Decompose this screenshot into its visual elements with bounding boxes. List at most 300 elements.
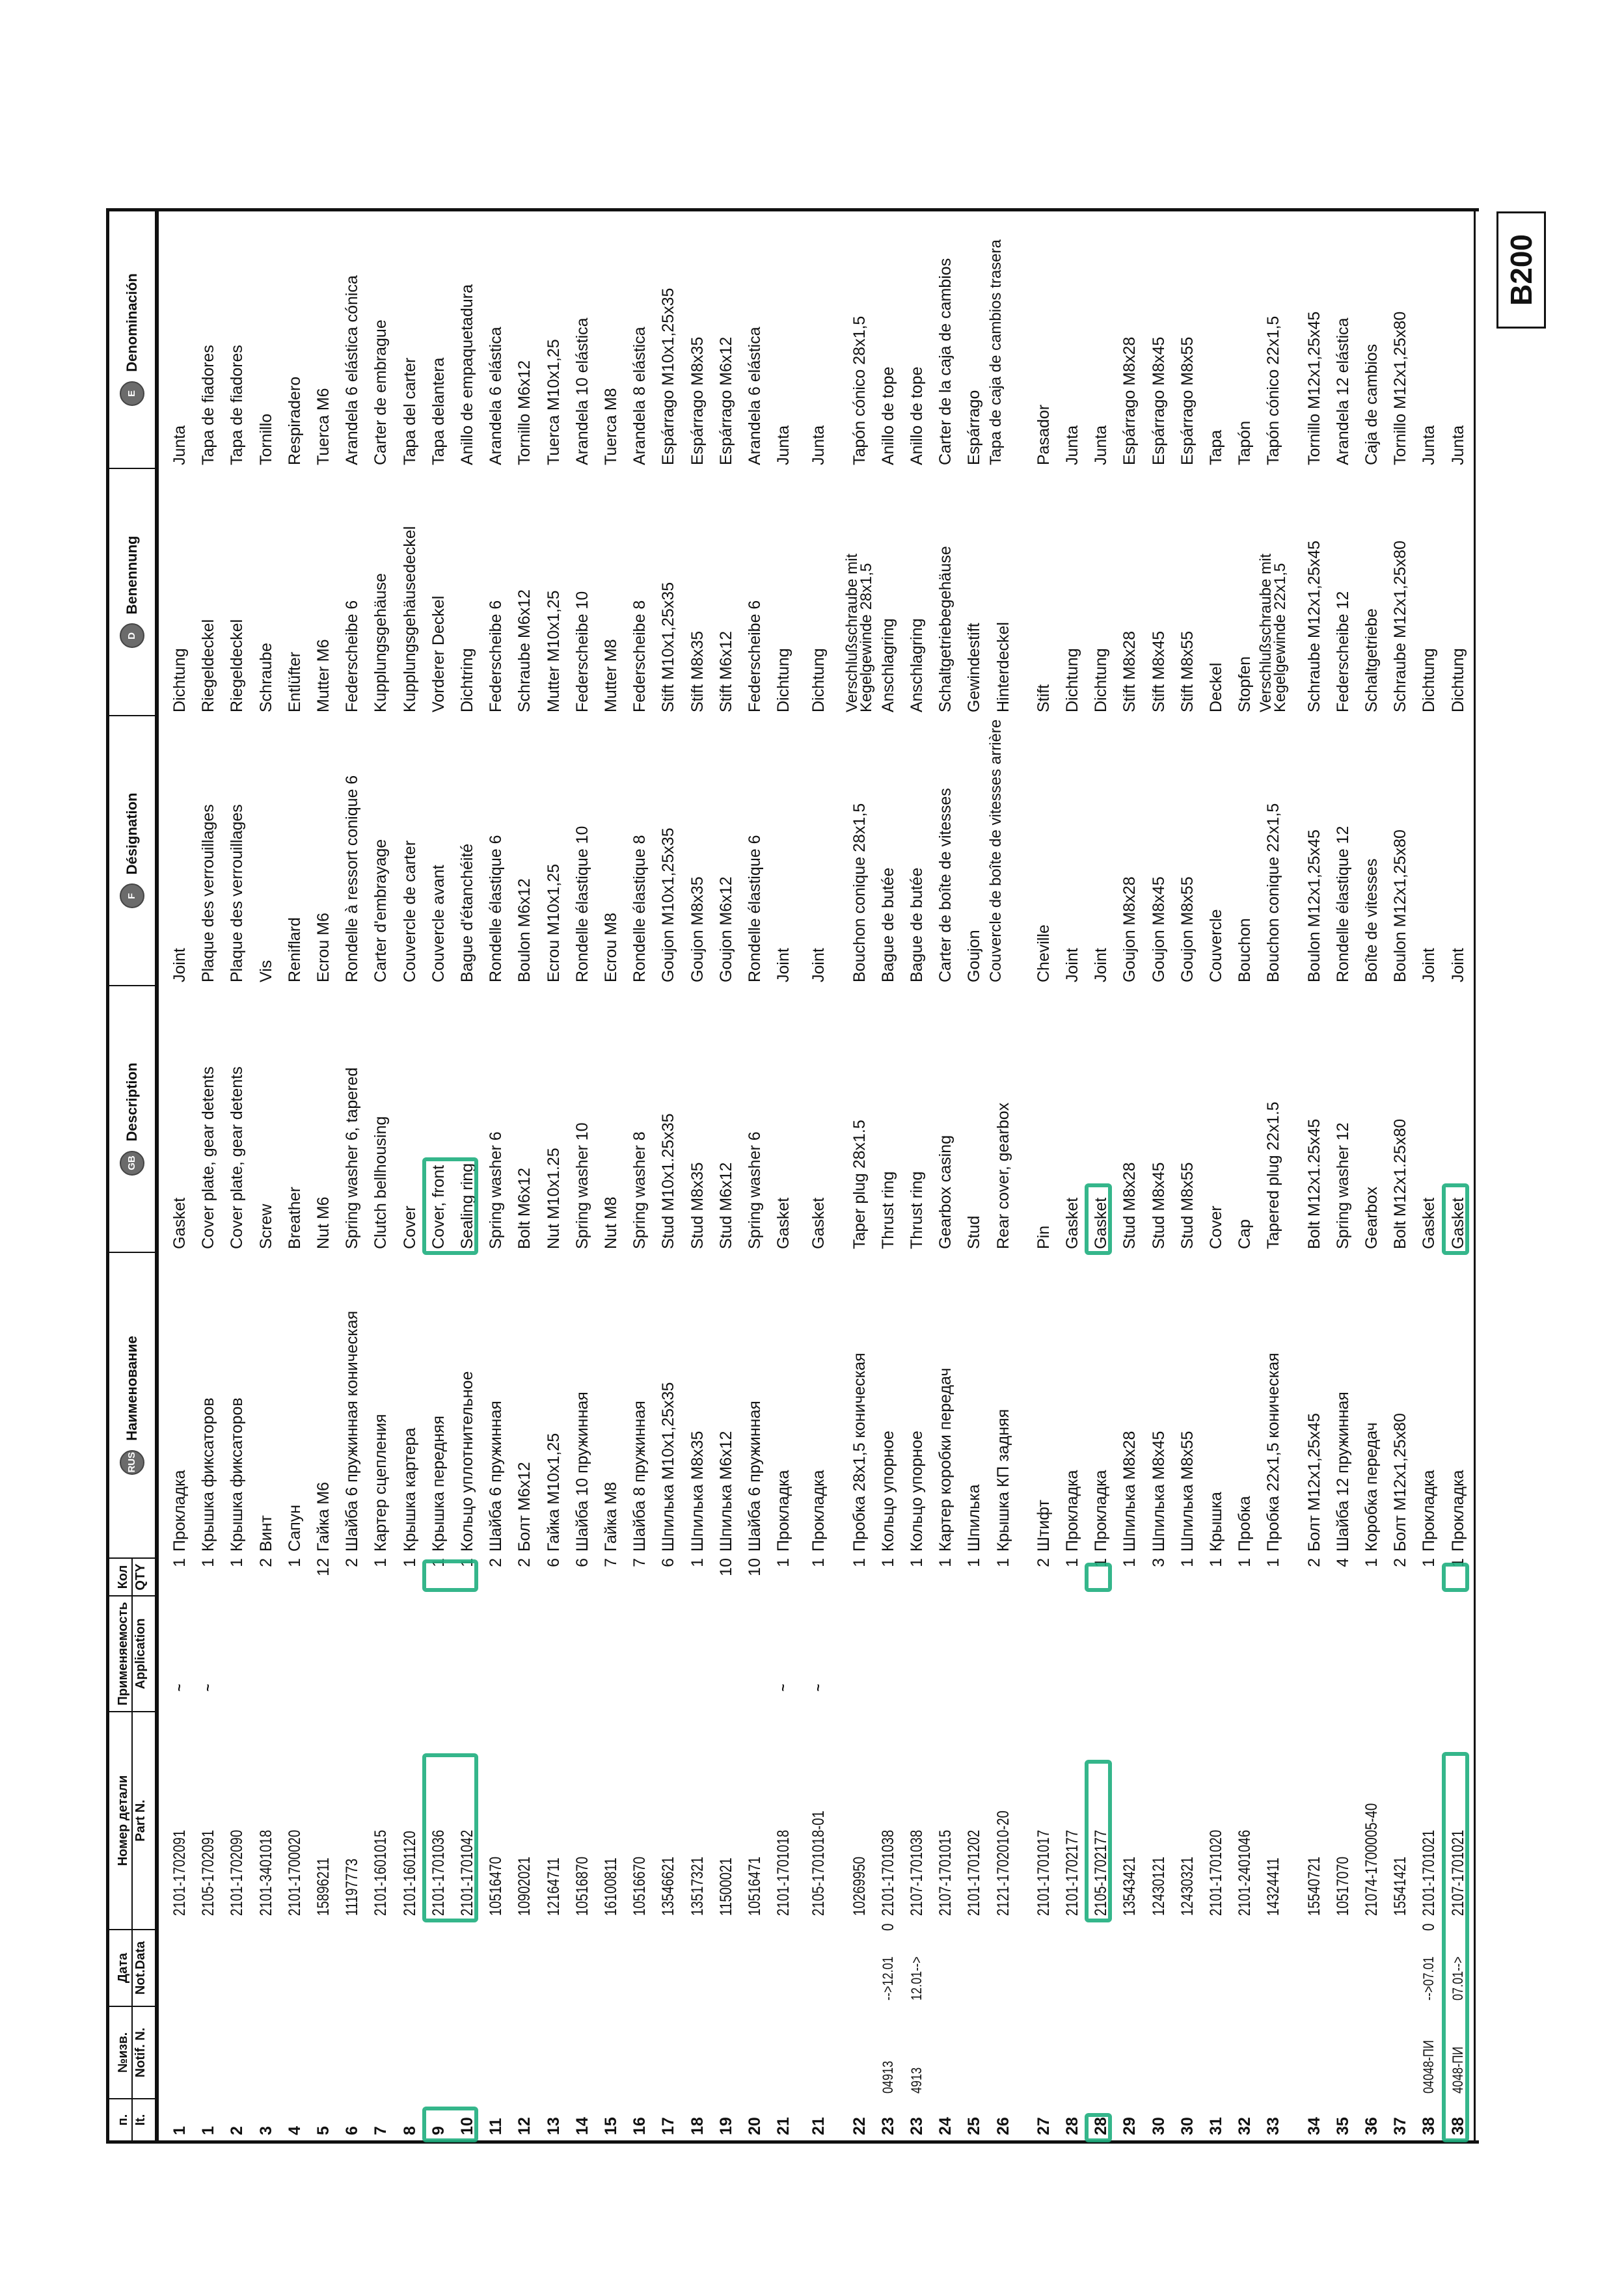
row-item-number: 36 xyxy=(1362,2117,1381,2135)
row-name-ru: Прокладка xyxy=(1448,1470,1467,1552)
row-benennung-de: Riegeldeckel xyxy=(228,619,247,712)
row-variant-marker: 0 xyxy=(1420,1923,1439,1931)
row-name-ru: Шайба 8 пружинная xyxy=(630,1401,649,1552)
row-application-mark: ~ xyxy=(172,1684,187,1691)
row-notification xyxy=(309,2021,338,2094)
table-row xyxy=(683,211,712,2140)
row-variant-marker xyxy=(1386,1920,1414,1931)
header-es xyxy=(109,211,155,468)
row-denominacion-es: Junta xyxy=(1092,425,1111,465)
row-quantity: 6 xyxy=(573,1558,591,1567)
row-designation-fr: Joint xyxy=(1092,948,1111,982)
row-notification xyxy=(396,2021,424,2094)
row-variant-marker xyxy=(1058,1920,1087,1931)
row-application-mark xyxy=(1115,1678,1144,1691)
row-quantity: 1 xyxy=(688,1558,707,1567)
row-variant-marker xyxy=(539,1920,568,1931)
header-part-en: Part N. xyxy=(133,1799,148,1842)
row-date xyxy=(1087,1937,1115,2000)
row-designation-fr: Bague d'étanchéité xyxy=(458,843,476,982)
row-benennung-de: Anschlagring xyxy=(908,618,926,712)
row-benennung-de: Dichtung xyxy=(774,648,793,712)
flag-de-icon: D xyxy=(120,624,144,649)
table-row xyxy=(1259,211,1288,2140)
header-notif xyxy=(109,2006,155,2098)
row-part-number: 15896211 xyxy=(314,1857,332,1916)
row-description-en: Breather xyxy=(285,1187,304,1249)
row-item-number: 21 xyxy=(809,2117,828,2135)
row-part-number: 2101-1702090 xyxy=(228,1829,247,1916)
row-designation-fr: Goujon M8x55 xyxy=(1178,876,1197,982)
row-denominacion-es: Arandela 8 elástica xyxy=(630,327,649,465)
row-description-en: Cap xyxy=(1236,1219,1254,1249)
row-application-mark xyxy=(481,1678,510,1691)
row-variant-marker xyxy=(1300,1920,1329,1931)
row-denominacion-es: Tuerca M6 xyxy=(314,388,332,465)
row-quantity: 2 xyxy=(343,1558,362,1567)
flag-rus-icon: RUS xyxy=(120,1450,144,1475)
row-benennung-de: Stift M8x45 xyxy=(1149,630,1168,712)
table-row xyxy=(165,211,194,2140)
row-denominacion-es: Espárrago xyxy=(965,390,984,465)
row-part-number: 2105-1702177 xyxy=(1092,1829,1111,1916)
row-benennung-de: Verschlußschraube mit Kegelgewinde 28x1,5 xyxy=(843,553,875,712)
row-date xyxy=(1202,1937,1230,2000)
row-item-number: 2 xyxy=(228,2126,247,2135)
row-benennung-de: Dichtung xyxy=(1420,648,1439,712)
flag-es-icon: E xyxy=(120,381,144,406)
row-name-ru: Гайка М10х1,25 xyxy=(544,1433,563,1552)
row-quantity: 2 xyxy=(487,1558,506,1567)
row-designation-fr: Joint xyxy=(1063,948,1081,982)
row-notification xyxy=(1058,2021,1087,2094)
row-date xyxy=(1115,1937,1144,2000)
row-description-en: Stud M8x55 xyxy=(1178,1162,1197,1249)
row-benennung-de: Mutter M10x1,25 xyxy=(544,590,563,712)
row-quantity: 2 xyxy=(256,1558,275,1567)
row-date xyxy=(712,1937,740,2000)
row-benennung-de: Federscheibe 6 xyxy=(487,600,506,712)
row-notification xyxy=(931,2021,960,2094)
row-variant-marker xyxy=(1115,1920,1144,1931)
row-item-number: 8 xyxy=(400,2126,419,2135)
row-notification xyxy=(453,2021,481,2094)
row-date xyxy=(1300,1937,1329,2000)
row-description-en: Gasket xyxy=(1420,1197,1439,1249)
row-date xyxy=(309,1937,338,2000)
header-notif-ru: №изв. xyxy=(116,2007,133,2098)
row-variant-marker xyxy=(1029,1920,1058,1931)
row-item-number: 15 xyxy=(602,2117,620,2135)
row-part-number: 2101-1701036 xyxy=(429,1829,448,1916)
row-quantity: 1 xyxy=(228,1558,247,1567)
row-item-number: 30 xyxy=(1149,2117,1168,2135)
header-application-ru: Применяемость xyxy=(116,1596,133,1711)
row-part-number: 15541421 xyxy=(1391,1856,1410,1916)
row-name-ru: Коробка передач xyxy=(1362,1422,1381,1552)
row-designation-fr: Joint xyxy=(1448,948,1467,982)
row-part-number: 10516670 xyxy=(630,1856,649,1916)
table-row xyxy=(1058,211,1087,2140)
row-item-number: 26 xyxy=(994,2117,1012,2135)
row-name-ru: Болт М6х12 xyxy=(515,1462,534,1552)
row-denominacion-es: Tapa del carter xyxy=(400,357,419,465)
row-name-ru: Штифт xyxy=(1034,1500,1053,1552)
row-variant-marker xyxy=(568,1920,597,1931)
row-notification xyxy=(625,2021,654,2094)
row-description-en: Spring washer 8 xyxy=(630,1131,649,1249)
row-designation-fr: Couvercle de carter xyxy=(400,840,419,982)
row-application-mark xyxy=(1414,1678,1443,1691)
row-notification xyxy=(960,2021,988,2094)
table-row xyxy=(740,211,769,2140)
row-quantity: 1 xyxy=(1264,1558,1283,1567)
row-name-ru: Шпилька М8х28 xyxy=(1120,1431,1139,1552)
row-item-number: 32 xyxy=(1236,2117,1254,2135)
row-denominacion-es: Tornillo M12x1,25x80 xyxy=(1391,311,1410,465)
row-application-mark xyxy=(1230,1678,1259,1691)
row-benennung-de: Stift M8x55 xyxy=(1178,630,1197,712)
row-name-ru: Шайба 12 пружинная xyxy=(1333,1392,1352,1552)
row-name-ru: Крышка xyxy=(1207,1492,1225,1552)
row-denominacion-es: Junta xyxy=(1420,425,1439,465)
row-description-en: Gasket xyxy=(774,1197,793,1249)
table-row xyxy=(396,211,424,2140)
row-notification: 04913 xyxy=(879,2060,896,2094)
row-application-mark xyxy=(597,1678,625,1691)
row-quantity: 1 xyxy=(1236,1558,1254,1567)
table-row xyxy=(625,211,654,2140)
row-denominacion-es: Arandela 6 elástica cónica xyxy=(343,275,362,465)
row-application-mark xyxy=(902,1678,931,1691)
row-quantity: 1 xyxy=(1448,1558,1467,1567)
row-designation-fr: Boulon M12x1,25x45 xyxy=(1305,829,1323,982)
row-designation-fr: Goujon M10x1,25x35 xyxy=(659,828,678,982)
row-designation-fr: Joint xyxy=(1420,948,1439,982)
row-denominacion-es: Junta xyxy=(1448,425,1467,465)
row-part-number: 13546621 xyxy=(659,1856,678,1916)
header-item-en: It. xyxy=(133,2114,148,2126)
row-date xyxy=(568,1937,597,2000)
row-notification: 4913 xyxy=(908,2067,925,2094)
row-notification: 04048-ПИ xyxy=(1420,2040,1437,2094)
row-denominacion-es: Junta xyxy=(1063,425,1081,465)
row-part-number: 2101-1701020 xyxy=(1207,1829,1225,1916)
row-item-number: 22 xyxy=(850,2117,869,2135)
row-variant-marker xyxy=(252,1920,280,1931)
row-benennung-de: Vorderer Deckel xyxy=(429,595,448,712)
row-variant-marker xyxy=(625,1920,654,1931)
row-part-number: 12430321 xyxy=(1178,1856,1197,1916)
table-row xyxy=(654,211,683,2140)
row-name-ru: Шпилька М8х55 xyxy=(1178,1431,1197,1552)
row-part-number: 15540721 xyxy=(1305,1856,1323,1916)
row-name-ru: Шпилька М8х45 xyxy=(1149,1431,1168,1552)
row-description-en: Gasket xyxy=(1063,1197,1081,1249)
table-row xyxy=(568,211,597,2140)
row-benennung-de: Schraube xyxy=(256,642,275,712)
row-name-ru: Картер коробки передач xyxy=(936,1367,955,1552)
row-quantity: 12 xyxy=(314,1558,332,1576)
table-header xyxy=(109,211,159,2140)
row-denominacion-es: Carter de embrague xyxy=(372,319,390,465)
table-row xyxy=(1386,211,1414,2140)
row-variant-marker xyxy=(1230,1920,1259,1931)
row-notification xyxy=(804,2021,833,2094)
row-notification xyxy=(1173,2021,1202,2094)
table-row xyxy=(1357,211,1386,2140)
table-row xyxy=(986,211,1018,2140)
row-name-ru: Шпилька xyxy=(965,1484,984,1552)
row-application-mark: ~ xyxy=(201,1684,216,1691)
row-quantity: 1 xyxy=(774,1558,793,1567)
row-name-ru: Крышка картера xyxy=(400,1427,419,1552)
header-rus xyxy=(109,1252,155,1557)
table-row xyxy=(1300,211,1329,2140)
row-item-number: 4 xyxy=(285,2126,304,2135)
row-notification xyxy=(1259,2021,1288,2094)
highlight-gb-38 xyxy=(1442,1183,1469,1255)
row-quantity: 2 xyxy=(515,1558,534,1567)
header-fr-label: Désignation xyxy=(124,792,141,875)
row-description-en: Stud M8x28 xyxy=(1120,1162,1139,1249)
row-item-number: 38 xyxy=(1420,2117,1439,2135)
row-denominacion-es: Tuerca M8 xyxy=(602,388,620,465)
row-benennung-de: Stift M10x1,25x35 xyxy=(659,582,678,712)
row-notification xyxy=(740,2021,769,2094)
header-de-label: Benennung xyxy=(124,535,141,615)
header-gb xyxy=(109,985,155,1252)
row-application-mark xyxy=(1173,1678,1202,1691)
table-row xyxy=(280,211,309,2140)
row-variant-marker xyxy=(989,1920,1018,1931)
row-notification xyxy=(1357,2021,1386,2094)
row-item-number: 1 xyxy=(170,2126,189,2135)
row-description-en: Tapered plug 22x1.5 xyxy=(1264,1101,1283,1249)
row-date xyxy=(424,1937,453,2000)
table-row xyxy=(1173,211,1202,2140)
row-application-mark xyxy=(1144,1678,1173,1691)
header-notif-en: Notif. N. xyxy=(133,2027,148,2078)
row-quantity: 1 xyxy=(994,1558,1012,1567)
row-benennung-de: Dichtung xyxy=(1092,648,1111,712)
row-designation-fr: Rondelle à ressort conique 6 xyxy=(343,775,362,982)
row-part-number: 2107-1701021 xyxy=(1448,1829,1467,1916)
row-benennung-de: Stift xyxy=(1034,684,1053,712)
row-notification xyxy=(568,2021,597,2094)
row-part-number: 2101-1701021 xyxy=(1420,1829,1439,1916)
row-part-number: 2107-1701038 xyxy=(908,1829,926,1916)
row-description-en: Bolt M6x12 xyxy=(515,1167,534,1249)
row-part-number: 10516471 xyxy=(746,1856,764,1916)
row-quantity: 10 xyxy=(746,1558,764,1576)
highlight-qty-9-10 xyxy=(422,1559,478,1592)
row-description-en: Gasket xyxy=(1092,1197,1111,1249)
row-notification xyxy=(481,2021,510,2094)
row-part-number: 11197773 xyxy=(343,1858,362,1916)
row-description-en: Pin xyxy=(1034,1225,1053,1249)
row-designation-fr: Plaque des verrouillages xyxy=(199,804,218,982)
table-row xyxy=(252,211,280,2140)
row-name-ru: Гайка М8 xyxy=(602,1481,620,1552)
row-part-number: 2101-1702091 xyxy=(170,1829,189,1916)
row-date xyxy=(1058,1937,1087,2000)
row-quantity: 1 xyxy=(965,1558,984,1567)
row-benennung-de: Kupplungsgehäuse xyxy=(372,572,390,712)
row-benennung-de: Federscheibe 6 xyxy=(746,600,764,712)
table-row xyxy=(309,211,338,2140)
row-designation-fr: Bouchon xyxy=(1236,918,1254,982)
row-date xyxy=(223,1937,251,2000)
row-application-mark xyxy=(625,1678,654,1691)
row-date xyxy=(1329,1937,1357,2000)
row-denominacion-es: Tapa xyxy=(1207,429,1225,465)
highlight-qty-38 xyxy=(1442,1563,1469,1592)
row-variant-marker xyxy=(366,1920,395,1931)
row-application-mark: ~ xyxy=(776,1684,791,1691)
row-benennung-de: Schraube M12x1,25x80 xyxy=(1391,540,1410,712)
row-designation-fr: Vis xyxy=(256,960,275,982)
row-description-en: Stud M8x45 xyxy=(1149,1162,1168,1249)
row-quantity: 2 xyxy=(1034,1558,1053,1567)
row-date xyxy=(804,1937,833,2000)
row-denominacion-es: Espárrago M6x12 xyxy=(716,336,735,465)
header-application-en: Application xyxy=(133,1618,148,1690)
row-application-mark xyxy=(1202,1678,1230,1691)
row-description-en: Thrust ring xyxy=(908,1171,926,1249)
row-name-ru: Шпилька М8х35 xyxy=(688,1431,707,1552)
row-date xyxy=(597,1937,625,2000)
row-denominacion-es: Junta xyxy=(170,425,189,465)
row-date xyxy=(539,1937,568,2000)
row-application-mark xyxy=(1029,1678,1058,1691)
row-designation-fr: Couvercle de boîte de vitesses arrière xyxy=(986,719,1005,982)
row-quantity: 2 xyxy=(1391,1558,1410,1567)
row-part-number: 14324411 xyxy=(1264,1857,1283,1916)
row-variant-marker xyxy=(280,1920,309,1931)
flag-fr-icon: F xyxy=(120,883,144,908)
row-name-ru: Шпилька М6х12 xyxy=(716,1431,735,1552)
table-row xyxy=(194,211,223,2140)
row-application-mark xyxy=(396,1678,424,1691)
row-item-number: 10 xyxy=(458,2117,476,2135)
row-description-en: Thrust ring xyxy=(878,1171,897,1249)
row-application-mark xyxy=(989,1678,1018,1691)
row-designation-fr: Couvercle xyxy=(1207,909,1225,982)
header-fr xyxy=(109,715,155,985)
row-name-ru: Болт М12х1,25х80 xyxy=(1391,1413,1410,1552)
table-row xyxy=(1230,211,1259,2140)
row-date xyxy=(338,1937,366,2000)
row-designation-fr: Rondelle élastique 12 xyxy=(1333,826,1352,982)
row-notification xyxy=(1230,2021,1259,2094)
row-denominacion-es: Anillo de tope xyxy=(878,366,897,465)
row-description-en: Cover xyxy=(1207,1206,1225,1249)
row-item-number: 35 xyxy=(1333,2117,1352,2135)
row-date: -->12.01 xyxy=(879,1956,896,2000)
row-denominacion-es: Junta xyxy=(809,425,828,465)
row-item-number: 33 xyxy=(1264,2117,1283,2135)
row-benennung-de: Dichtung xyxy=(1448,648,1467,712)
row-designation-fr: Goujon M8x35 xyxy=(688,876,707,982)
row-notification xyxy=(683,2021,712,2094)
row-quantity: 1 xyxy=(285,1558,304,1567)
row-item-number: 25 xyxy=(965,2117,984,2135)
row-name-ru: Винт xyxy=(256,1515,275,1552)
table-row xyxy=(1414,211,1443,2140)
row-part-number: 2107-1701015 xyxy=(936,1829,955,1916)
row-item-number: 11 xyxy=(487,2118,506,2135)
row-designation-fr: Bouchon conique 22x1,5 xyxy=(1264,803,1283,982)
table-row xyxy=(539,211,568,2140)
row-designation-fr: Ecrou M6 xyxy=(314,913,332,982)
row-benennung-de: Stift M6x12 xyxy=(716,630,735,712)
row-notification xyxy=(280,2021,309,2094)
row-quantity: 1 xyxy=(429,1558,448,1567)
row-quantity: 1 xyxy=(1092,1558,1111,1567)
row-part-number: 2101-1701042 xyxy=(458,1829,476,1916)
row-designation-fr: Rondelle élastique 8 xyxy=(630,835,649,982)
header-date-en: Not.Data xyxy=(133,1941,148,1995)
row-description-en: Nut M10x1.25 xyxy=(544,1148,563,1249)
row-application-mark xyxy=(309,1678,338,1691)
row-variant-marker xyxy=(165,1920,194,1931)
row-date xyxy=(1230,1937,1259,2000)
highlight-gb-9-10 xyxy=(422,1157,478,1255)
row-date xyxy=(960,1937,988,2000)
row-part-number: 2101-1701017 xyxy=(1034,1829,1053,1916)
row-variant-marker xyxy=(740,1920,769,1931)
row-variant-marker xyxy=(769,1920,798,1931)
header-de xyxy=(109,468,155,715)
row-denominacion-es: Caja de cambios xyxy=(1362,344,1381,465)
row-benennung-de: Verschlußschraube mit Kegelgewinde 22x1,5 xyxy=(1257,553,1290,712)
row-date xyxy=(366,1937,395,2000)
row-quantity: 1 xyxy=(850,1558,869,1567)
row-part-number: 11500021 xyxy=(716,1857,735,1916)
header-part xyxy=(109,1711,155,1929)
row-denominacion-es: Tornillo M6x12 xyxy=(515,360,534,465)
row-benennung-de: Stopfen xyxy=(1236,656,1254,712)
row-denominacion-es: Tapa de fiadores xyxy=(199,345,218,465)
row-designation-fr: Couvercle avant xyxy=(429,865,448,982)
row-denominacion-es: Tornillo M12x1,25x45 xyxy=(1305,311,1323,465)
highlight-qty-28 xyxy=(1085,1563,1112,1592)
row-item-number: 7 xyxy=(372,2126,390,2135)
row-variant-marker xyxy=(1144,1920,1173,1931)
row-designation-fr: Joint xyxy=(170,948,189,982)
row-quantity: 1 xyxy=(400,1558,419,1567)
row-date xyxy=(1144,1937,1173,2000)
row-item-number: 5 xyxy=(314,2126,332,2135)
row-description-en: Spring washer 10 xyxy=(573,1122,591,1249)
row-item-number: 27 xyxy=(1034,2117,1053,2135)
row-date xyxy=(1173,1937,1202,2000)
table-row xyxy=(1329,211,1357,2140)
row-designation-fr: Joint xyxy=(774,948,793,982)
row-designation-fr: Ecrou M8 xyxy=(602,913,620,982)
row-quantity: 1 xyxy=(1178,1558,1197,1567)
row-part-number: 2105-1702091 xyxy=(199,1829,218,1916)
table-row xyxy=(804,211,833,2140)
row-description-en: Nut M8 xyxy=(602,1196,620,1249)
row-item-number: 21 xyxy=(774,2117,793,2135)
row-name-ru: Гайка М6 xyxy=(314,1481,332,1552)
page-code-box: B200 xyxy=(1496,211,1546,329)
row-item-number: 3 xyxy=(256,2126,275,2135)
row-denominacion-es: Espárrago M10x1,25x35 xyxy=(659,288,678,465)
row-name-ru: Прокладка xyxy=(170,1470,189,1552)
